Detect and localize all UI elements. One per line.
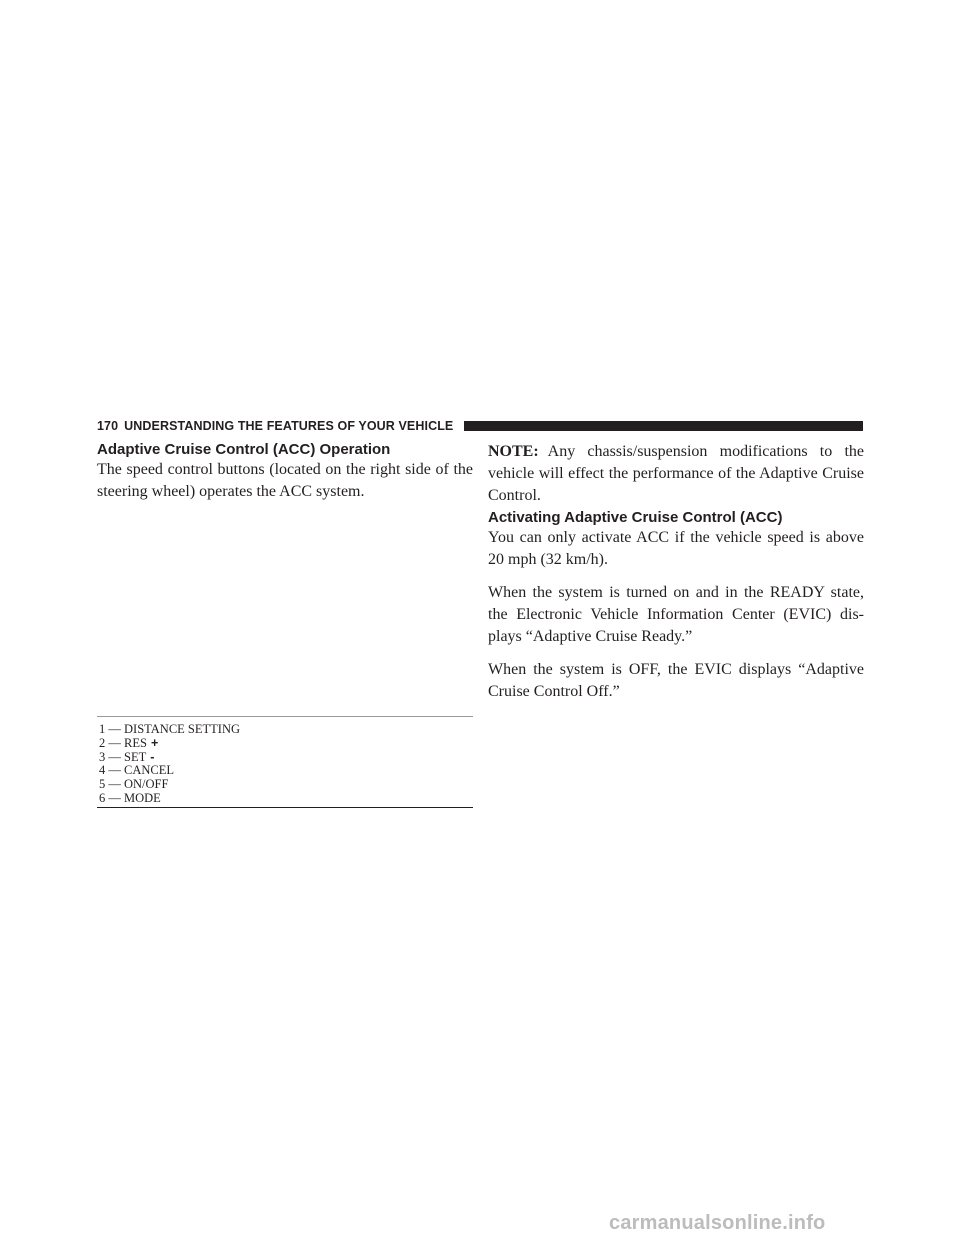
caption-item-number: 6 (99, 790, 106, 805)
caption-list (99, 723, 473, 806)
caption-item-number: 3 (99, 749, 106, 764)
caption-item (99, 764, 473, 778)
note-paragraph (488, 441, 864, 507)
caption-separator: — (108, 777, 121, 792)
header-text (97, 419, 453, 433)
page-number: 170 (97, 419, 119, 433)
caption-item-label: CANCEL (124, 763, 174, 778)
caption-separator: — (108, 749, 121, 764)
caption-item-label: MODE (124, 790, 161, 805)
caption-separator: — (108, 763, 121, 778)
caption-separator: — (108, 790, 121, 805)
activating-acc-heading: Activating Adaptive Cruise Control (ACC) (488, 509, 783, 526)
caption-item-label: SET (124, 749, 147, 764)
acc-operation-heading: Adaptive Cruise Control (ACC) Operation (97, 441, 391, 458)
ready-state-paragraph: When the system is turned on and in the READY state, the Electronic Vehicle Information Center (EVIC) dis- plays “Adaptive Cruise Ready.” (488, 584, 864, 645)
running-header (97, 419, 863, 433)
caption-separator: — (108, 735, 121, 750)
caption-item-symbol: - (150, 749, 155, 764)
figure-caption (97, 716, 473, 808)
caption-item (99, 751, 473, 765)
caption-item-number: 4 (99, 763, 106, 778)
caption-item-symbol: + (150, 735, 159, 750)
caption-separator: — (108, 722, 121, 736)
caption-item (99, 723, 473, 737)
caption-item (99, 737, 473, 751)
steering-wheel-figure (97, 512, 473, 716)
caption-item-label: RES (124, 735, 147, 750)
note-label: NOTE: (488, 443, 539, 460)
note-text: Any chassis/suspension modifications to the vehicle will effect the performance of the Adaptive Cruise Control. (488, 443, 864, 504)
caption-item (99, 792, 473, 806)
site-watermark: carmanualsonline.info (609, 1212, 826, 1234)
caption-item-label: ON/OFF (124, 777, 169, 792)
caption-item-number: 2 (99, 735, 106, 750)
off-state-paragraph: When the system is OFF, the EVIC displays “Adaptive Cruise Control Off.” (488, 661, 864, 700)
caption-item-number: 1 (99, 722, 106, 736)
caption-item-number: 5 (99, 777, 106, 792)
acc-operation-paragraph: The speed control buttons (located on the right side of the steering wheel) operates the ACC system. (97, 461, 473, 500)
caption-item-label: DISTANCE SETTING (124, 722, 241, 736)
caption-item (99, 778, 473, 792)
section-title: UNDERSTANDING THE FEATURES OF YOUR VEHICLE (124, 419, 454, 433)
speed-requirement-paragraph: You can only activate ACC if the vehicle speed is above 20 mph (32 km/h). (488, 529, 864, 568)
header-rule (464, 421, 863, 431)
